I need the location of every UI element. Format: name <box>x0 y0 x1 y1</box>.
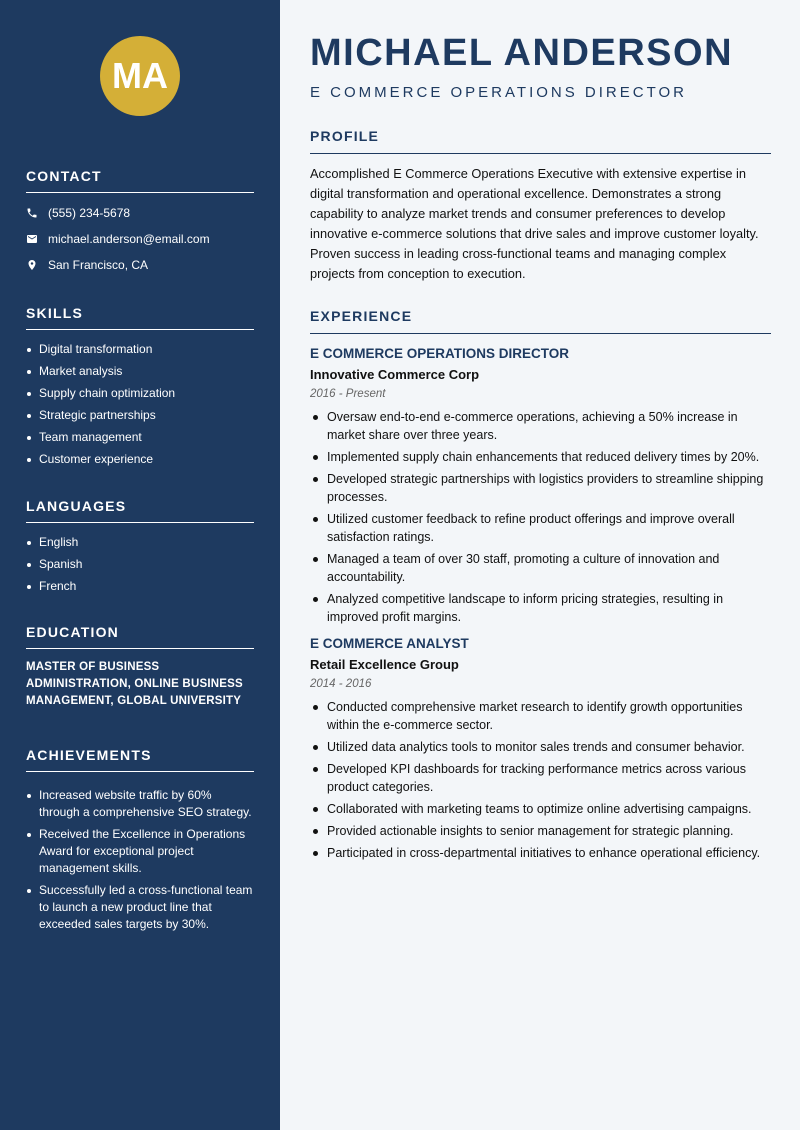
job-bullet: Analyzed competitive landscape to inform pricing strategies, resulting in improved profit margins. <box>310 590 771 626</box>
language-item: English <box>26 534 254 551</box>
languages-heading: LANGUAGES <box>26 498 254 523</box>
avatar: MA <box>100 36 180 116</box>
achievements-section <box>26 747 254 938</box>
education-degree: MASTER OF BUSINESS ADMINISTRATION, ONLINE BUSINESS MANAGEMENT, GLOBAL UNIVERSITY <box>26 661 243 707</box>
profile-text: Accomplished E Commerce Operations Executive with extensive expertise in digital transformation and operational excellence. Demonstrates a strong capability to analyze market trends and consumer preferences to develop innovative e-commerce solutions that drive sales and improve customer loyalty. Proven success in leading cross-functional teams and managing complex projects from conception to execution. <box>310 166 759 281</box>
candidate-name: MICHAEL ANDERSON <box>310 32 734 74</box>
education-section <box>26 624 254 710</box>
sidebar <box>0 0 280 1130</box>
profile-heading: PROFILE <box>310 128 771 154</box>
skill-item: Team management <box>26 429 254 446</box>
languages-list <box>26 534 254 595</box>
job-title: E COMMERCE OPERATIONS DIRECTOR <box>310 346 570 361</box>
experience-heading: EXPERIENCE <box>310 308 771 334</box>
job-bullet: Oversaw end-to-end e-commerce operations, achieving a 50% increase in market share over three years. <box>310 408 771 444</box>
mail-icon <box>26 233 38 245</box>
contact-location-row <box>26 252 254 278</box>
job-bullets <box>310 408 771 626</box>
skills-heading: SKILLS <box>26 305 254 330</box>
achievements-heading: ACHIEVEMENTS <box>26 747 254 772</box>
contact-email: michael.anderson@email.com <box>48 232 210 246</box>
job-company: Innovative Commerce Corp <box>310 367 480 382</box>
achievement-item: Successfully led a cross-functional team to launch a new product line that exceeded sales targets by 30%. <box>26 882 254 933</box>
contact-phone: (555) 234-5678 <box>48 206 131 220</box>
job-company: Retail Excellence Group <box>310 657 459 672</box>
skill-item: Digital transformation <box>26 341 254 358</box>
skill-item: Customer experience <box>26 451 254 468</box>
job-entry <box>310 636 771 862</box>
language-item: Spanish <box>26 556 254 573</box>
skills-list <box>26 341 254 468</box>
achievement-item: Received the Excellence in Operations Award for exceptional project management skills. <box>26 826 254 877</box>
experience-section <box>310 308 771 866</box>
job-bullet: Utilized customer feedback to refine product offerings and improve overall satisfaction ratings. <box>310 510 771 546</box>
skill-item: Strategic partnerships <box>26 407 254 424</box>
job-dates: 2016 - Present <box>310 388 386 400</box>
job-bullet: Participated in cross-departmental initiatives to enhance operational efficiency. <box>310 844 771 862</box>
skill-item: Market analysis <box>26 363 254 380</box>
job-bullet: Utilized data analytics tools to monitor sales trends and consumer behavior. <box>310 738 771 756</box>
contact-email-row <box>26 226 254 252</box>
profile-section <box>310 128 771 284</box>
contact-location: San Francisco, CA <box>48 258 149 272</box>
contact-phone-row <box>26 200 254 226</box>
job-bullet: Collaborated with marketing teams to optimize online advertising campaigns. <box>310 800 771 818</box>
job-bullets <box>310 698 771 862</box>
languages-section <box>26 498 254 600</box>
language-item: French <box>26 578 254 595</box>
education-heading: EDUCATION <box>26 624 254 649</box>
job-title: E COMMERCE ANALYST <box>310 636 469 651</box>
achievement-item: Increased website traffic by 60% through a comprehensive SEO strategy. <box>26 787 254 821</box>
job-dates: 2014 - 2016 <box>310 678 372 690</box>
job-bullet: Conducted comprehensive market research to identify growth opportunities within the e-commerce sector. <box>310 698 771 734</box>
contact-heading: CONTACT <box>26 168 254 193</box>
phone-icon <box>26 207 38 219</box>
job-bullet: Managed a team of over 30 staff, promoting a culture of innovation and accountability. <box>310 550 771 586</box>
achievements-list <box>26 787 254 933</box>
candidate-title: E COMMERCE OPERATIONS DIRECTOR <box>310 84 687 101</box>
job-bullet: Developed strategic partnerships with logistics providers to streamline shipping processes. <box>310 470 771 506</box>
job-bullet: Provided actionable insights to senior management for strategic planning. <box>310 822 771 840</box>
location-pin-icon <box>26 259 38 271</box>
contact-section <box>26 168 254 278</box>
job-bullet: Developed KPI dashboards for tracking performance metrics across various product categories. <box>310 760 771 796</box>
job-bullet: Implemented supply chain enhancements that reduced delivery times by 20%. <box>310 448 771 466</box>
job-entry <box>310 346 771 626</box>
skills-section <box>26 305 254 473</box>
skill-item: Supply chain optimization <box>26 385 254 402</box>
